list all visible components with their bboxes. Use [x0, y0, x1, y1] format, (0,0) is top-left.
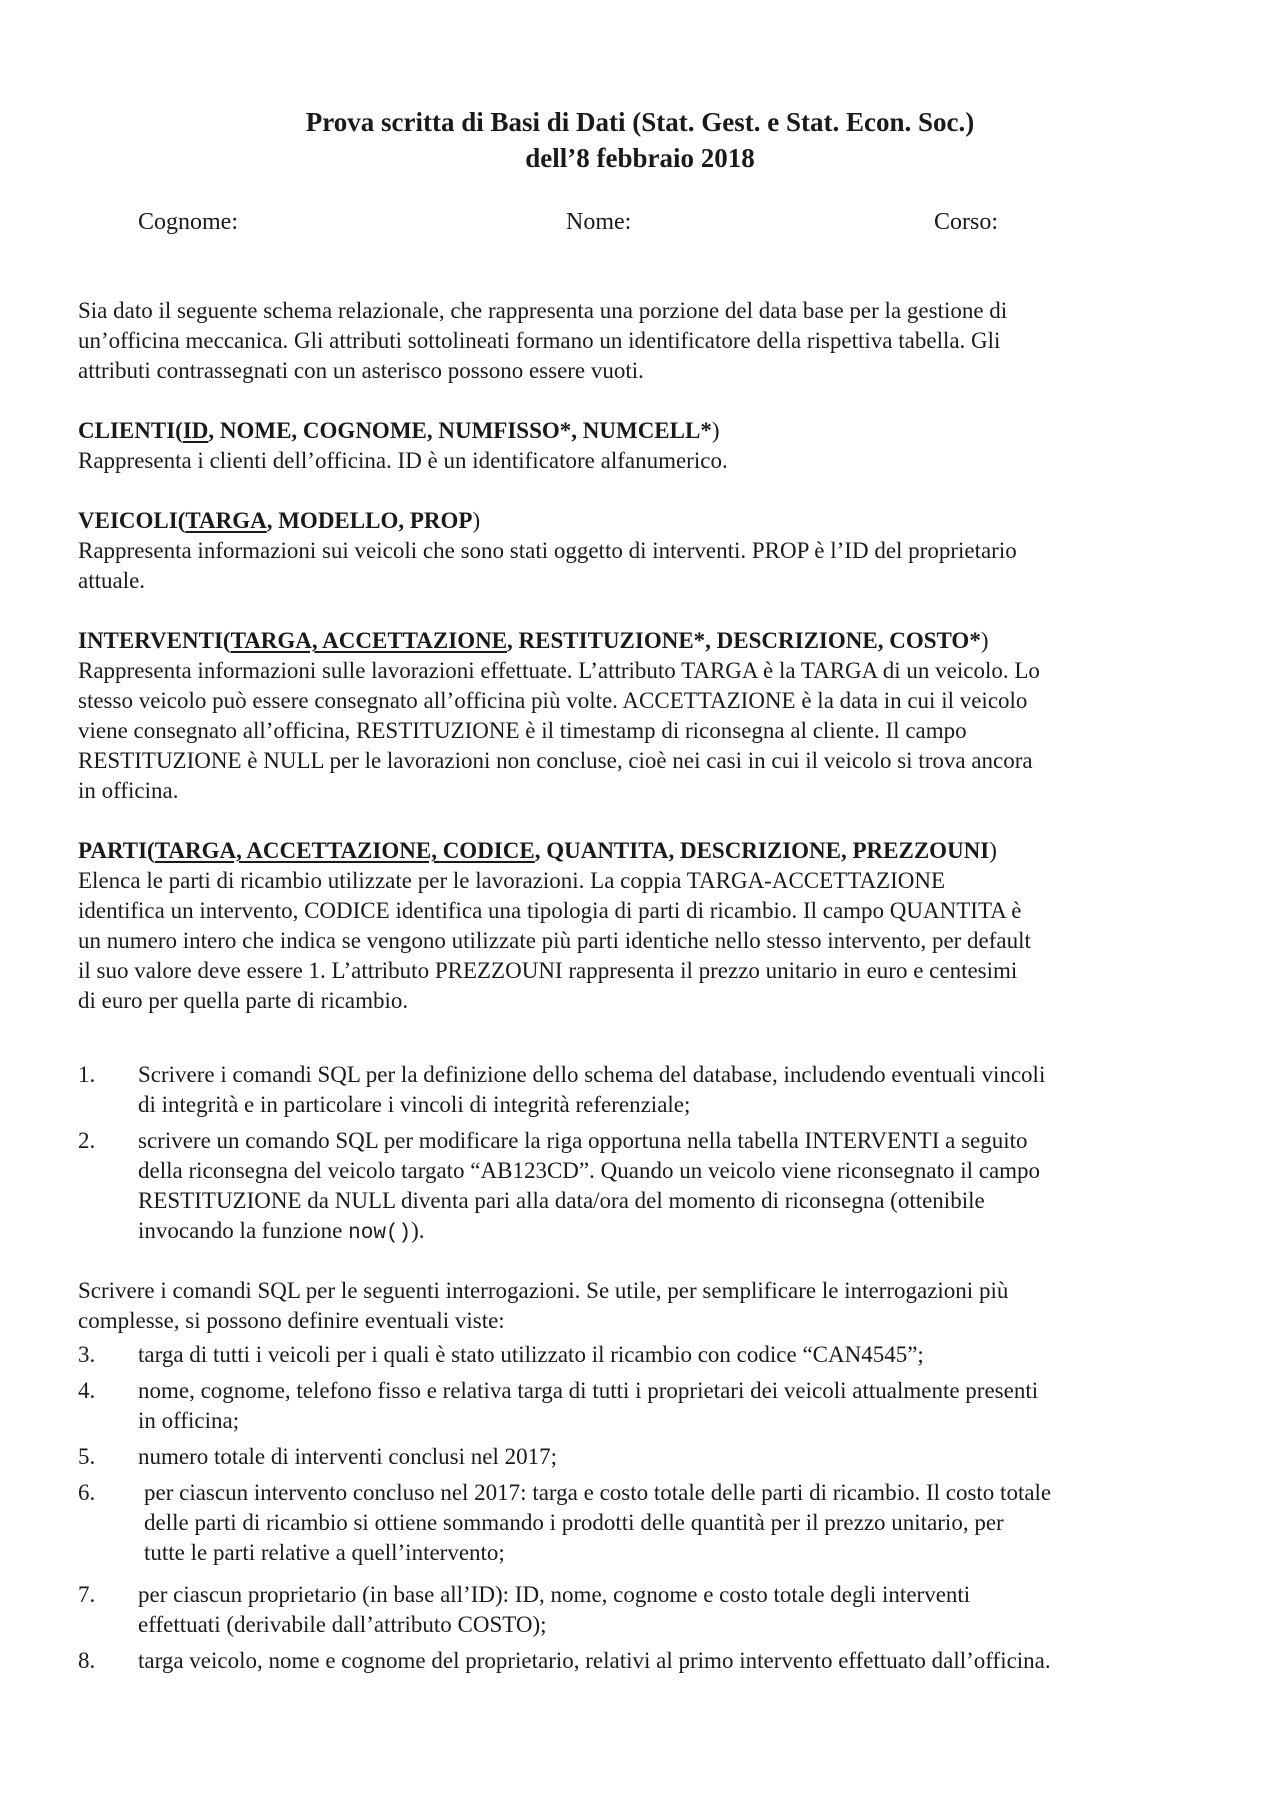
- schema-close: ): [472, 508, 481, 533]
- other-attributes: , QUANTITA, DESCRIZIONE, PREZZOUNI: [534, 838, 990, 863]
- key-attributes: TARGA, ACCETTAZIONE, CODICE: [154, 838, 535, 863]
- query-line: numero totale di interventi conclusi nel 2017;: [138, 1444, 558, 1469]
- query-text: [138, 1376, 1243, 1436]
- query-number: 8.: [78, 1648, 96, 1673]
- query-text: [138, 1340, 1243, 1370]
- schema-interventi: [78, 626, 1218, 656]
- exam-date: dell’8 febbraio 2018: [525, 143, 755, 173]
- veicoli-desc-2: attuale.: [78, 568, 146, 593]
- query-item: [78, 1478, 1188, 1568]
- query-number: 7.: [78, 1582, 96, 1607]
- queries-intro-2: complesse, si possono definire eventuali viste:: [78, 1308, 505, 1333]
- query-item: [78, 1646, 1188, 1676]
- schema-parti: [78, 836, 1218, 866]
- task-line-end: ).: [411, 1218, 425, 1243]
- code-now: now(): [348, 1222, 412, 1245]
- task-line: [138, 1216, 1243, 1249]
- query-text: [138, 1580, 1243, 1640]
- task-text: [138, 1060, 1243, 1120]
- query-item: [78, 1340, 1188, 1370]
- task-item: [78, 1126, 1188, 1246]
- query-item: [78, 1442, 1188, 1472]
- query-text: [144, 1478, 1249, 1568]
- schema-close: ): [980, 628, 989, 653]
- query-line: nome, cognome, telefono fisso e relativa targa di tutti i proprietari dei veicoli attualmente presenti: [138, 1378, 1039, 1403]
- table-name: VEICOLI(: [78, 508, 186, 533]
- query-line: effettuati (derivabile dall’attributo COSTO);: [138, 1612, 547, 1637]
- parti-desc-3: un numero intero che indica se vengono utilizzate più parti identiche nello stesso intervento, per default: [78, 928, 1031, 953]
- queries-intro-1: Scrivere i comandi SQL per le seguenti interrogazioni. Se utile, per semplificare le interrogazioni più: [78, 1278, 1009, 1303]
- query-line: per ciascun intervento concluso nel 2017: targa e costo totale delle parti di ricambio. Il costo totale: [144, 1480, 1052, 1505]
- nome-label: Nome:: [566, 209, 632, 235]
- task-number: 1.: [78, 1062, 96, 1087]
- task-text: [138, 1126, 1243, 1249]
- intro-line-3: attributi contrassegnati con un asterisco possono essere vuoti.: [78, 358, 644, 383]
- query-line: delle parti di ricambio si ottiene sommando i prodotti delle quantità per il prezzo unitario, per: [144, 1510, 1004, 1535]
- interventi-desc-2: stesso veicolo può essere consegnato all’officina più volte. ACCETTAZIONE è la data in cui il veicolo: [78, 688, 1028, 713]
- query-number: 6.: [78, 1480, 96, 1505]
- task-line-text: invocando la funzione: [138, 1218, 349, 1243]
- student-fields: [0, 204, 1280, 240]
- other-attributes: , RESTITUZIONE*, DESCRIZIONE, COSTO*: [507, 628, 981, 653]
- intro-line-2: un’officina meccanica. Gli attributi sottolineati formano un identificatore della rispettiva tabella. Gli: [78, 328, 1001, 353]
- parti-desc-4: il suo valore deve essere 1. L’attributo PREZZOUNI rappresenta il prezzo unitario in euro e centesimi: [78, 958, 1018, 983]
- interventi-desc-5: in officina.: [78, 778, 179, 803]
- interventi-desc-4: RESTITUZIONE è NULL per le lavorazioni non concluse, cioè nei casi in cui il veicolo si trova ancora: [78, 748, 1033, 773]
- query-line: per ciascun proprietario (in base all’ID): ID, nome, cognome e costo totale degli interventi: [138, 1582, 971, 1607]
- query-number: 5.: [78, 1444, 96, 1469]
- other-attributes: , MODELLO, PROP: [266, 508, 473, 533]
- parti-desc-5: di euro per quella parte di ricambio.: [78, 988, 409, 1013]
- table-name: CLIENTI(: [78, 418, 183, 443]
- task-line: della riconsegna del veicolo targato “AB123CD”. Quando un veicolo viene riconsegnato il campo: [138, 1158, 1041, 1183]
- query-number: 4.: [78, 1378, 96, 1403]
- query-line: targa di tutti i veicoli per i quali è stato utilizzato il ricambio con codice “CAN4545”;: [138, 1342, 924, 1367]
- corso-label: Corso:: [934, 209, 999, 235]
- query-line: tutte le parti relative a quell’intervento;: [144, 1540, 505, 1565]
- query-line: in officina;: [138, 1408, 240, 1433]
- query-text: [138, 1442, 1243, 1472]
- task-line: RESTITUZIONE da NULL diventa pari alla data/ora del momento di riconsegna (ottenibile: [138, 1188, 985, 1213]
- task-line: Scrivere i comandi SQL per la definizione dello schema del database, includendo eventuali vincoli: [138, 1062, 1046, 1087]
- query-text: [138, 1646, 1243, 1676]
- task-line: scrivere un comando SQL per modificare la riga opportuna nella tabella INTERVENTI a seguito: [138, 1128, 1028, 1153]
- key-attributes: TARGA, ACCETTAZIONE: [230, 628, 508, 653]
- table-name: INTERVENTI(: [78, 628, 231, 653]
- exam-title: Prova scritta di Basi di Dati (Stat. Gest. e Stat. Econ. Soc.): [305, 107, 975, 137]
- task-number: 2.: [78, 1128, 96, 1153]
- query-item: [78, 1376, 1188, 1436]
- veicoli-desc-1: Rappresenta informazioni sui veicoli che sono stati oggetto di interventi. PROP è l’ID del proprietario: [78, 538, 1017, 563]
- query-number: 3.: [78, 1342, 96, 1367]
- schema-clienti: [78, 416, 1218, 446]
- task-line: di integrità e in particolare i vincoli di integrità referenziale;: [138, 1092, 691, 1117]
- query-item: [78, 1580, 1188, 1640]
- interventi-desc-3: viene consegnato all’officina, RESTITUZIONE è il timestamp di riconsegna al cliente. Il campo: [78, 718, 967, 743]
- interventi-desc-1: Rappresenta informazioni sulle lavorazioni effettuate. L’attributo TARGA è la TARGA di un veicolo. Lo: [78, 658, 1040, 683]
- schema-veicoli: [78, 506, 1218, 536]
- other-attributes: , NOME, COGNOME, NUMFISSO*, NUMCELL*: [208, 418, 712, 443]
- schema-close: ): [989, 838, 997, 863]
- key-attributes: ID: [182, 418, 209, 443]
- parti-desc-2: identifica un intervento, CODICE identifica una tipologia di parti di ricambio. Il campo QUANTITA è: [78, 898, 1022, 923]
- key-attributes: TARGA: [185, 508, 267, 533]
- parti-desc-1: Elenca le parti di ricambio utilizzate per le lavorazioni. La coppia TARGA-ACCETTAZIONE: [78, 868, 946, 893]
- query-line: targa veicolo, nome e cognome del proprietario, relativi al primo intervento effettuato dall’officina.: [138, 1648, 1051, 1673]
- cognome-label: Cognome:: [138, 209, 238, 235]
- schema-close: ): [711, 418, 720, 443]
- table-name: PARTI(: [78, 838, 155, 863]
- task-item: [78, 1060, 1188, 1120]
- clienti-desc: Rappresenta i clienti dell’officina. ID è un identificatore alfanumerico.: [78, 448, 728, 473]
- intro-line-1: Sia dato il seguente schema relazionale, che rappresenta una porzione del data base per la gestione di: [78, 298, 1008, 323]
